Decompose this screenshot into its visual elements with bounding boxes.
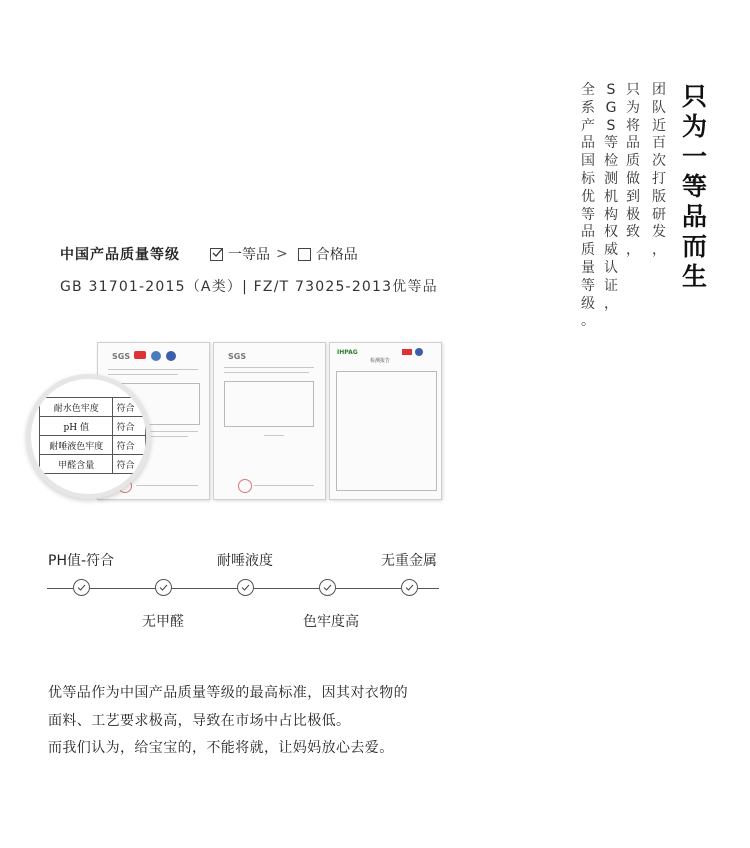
table-cell-item: 耐水色牢度 [40, 398, 113, 417]
vertical-text-char: 版 [652, 188, 666, 205]
cert-table [224, 381, 314, 427]
vertical-text-char: 为 [626, 99, 640, 116]
vertical-text-char: 级 [581, 295, 595, 312]
timeline-label-colorfastness: 色牢度高 [303, 614, 359, 630]
vertical-text-char: 优 [581, 188, 595, 205]
vertical-title-char: 一 [682, 142, 708, 171]
sgs-logo: SGS [228, 352, 247, 361]
table-row [40, 417, 146, 436]
vertical-text-col-3 [604, 82, 618, 313]
vertical-title [682, 82, 707, 292]
timeline-label-heavy-metal: 无重金属 [381, 553, 437, 569]
vertical-text-char: 品 [581, 135, 595, 152]
certificate-image-3 [329, 342, 442, 500]
cert-table [336, 371, 437, 491]
vertical-text-col-4 [581, 82, 595, 331]
vertical-text-char: ， [604, 295, 618, 312]
vertical-text-char: 做 [626, 170, 640, 187]
vertical-text-char: S [606, 82, 616, 98]
vertical-text-char: 百 [652, 135, 666, 152]
grade-row [60, 244, 358, 264]
cert-line [224, 372, 309, 373]
vertical-text-char: 等 [581, 277, 595, 294]
standards-text: GB 31701-2015（A类）| FZ/T 73025-2013优等品 [60, 279, 438, 295]
vertical-text-char: 次 [652, 153, 666, 170]
cert-line [224, 367, 314, 368]
cert-line [108, 369, 198, 370]
table-cell-item: 甲醛含量 [40, 455, 113, 474]
checked-box-icon [210, 248, 223, 261]
certificate-image-2 [213, 342, 326, 500]
ilac-mark-icon [151, 351, 161, 361]
cma-mark-icon [402, 349, 412, 355]
table-row [40, 436, 146, 455]
vertical-text-char: 。 [581, 313, 595, 330]
vertical-text-char: 测 [604, 170, 618, 187]
paragraph-line-2: 面料、工艺要求极高，导致在市场中占比极低。 [48, 713, 351, 729]
check-circle-icon [319, 579, 336, 596]
vertical-title-char: 品 [682, 202, 708, 231]
vertical-text-char: 系 [581, 99, 595, 116]
vertical-text-char: 只 [626, 82, 640, 98]
vertical-text-char: S [606, 117, 616, 134]
vertical-text-char: 量 [581, 259, 595, 276]
paragraph-line-1: 优等品作为中国产品质量等级的最高标准，因其对衣物的 [48, 685, 408, 701]
vertical-text-char: ， [626, 242, 640, 259]
vertical-text-char: 构 [604, 206, 618, 223]
vertical-text-char: 权 [604, 224, 618, 241]
vertical-text-char: 全 [581, 82, 595, 98]
unchecked-box-icon [298, 248, 311, 261]
report-title: 检测报告 [370, 358, 391, 364]
vertical-text-char: 打 [652, 170, 666, 187]
magnified-result-table [39, 397, 146, 474]
grade-label: 中国产品质量等级 [60, 247, 180, 263]
vertical-text-char: 发 [652, 224, 666, 241]
table-cell-item: 耐唾液色牢度 [40, 436, 113, 455]
cert-line [264, 435, 284, 436]
vertical-text-char: 标 [581, 170, 595, 187]
table-cell-result: 符合 [113, 455, 146, 474]
vertical-text-char: 近 [652, 117, 666, 134]
vertical-text-char: 将 [626, 117, 640, 134]
table-cell-result: 符合 [113, 436, 146, 455]
ihpag-logo: IHPAG [337, 349, 358, 356]
grade-option-first-class: 一等品 [228, 247, 270, 263]
vertical-text-col-1 [652, 82, 666, 260]
cma-mark-icon [134, 351, 146, 359]
vertical-text-char: 队 [652, 99, 666, 116]
vertical-text-char: 质 [626, 153, 640, 170]
table-cell-result: 符合 [113, 398, 146, 417]
vertical-text-char: 极 [626, 206, 640, 223]
vertical-text-char: 机 [604, 188, 618, 205]
table-row [40, 455, 146, 474]
table-cell-item: pH 值 [40, 417, 113, 436]
vertical-text-char: 等 [581, 206, 595, 223]
check-circle-icon [401, 579, 418, 596]
vertical-text-char: 质 [581, 242, 595, 259]
timeline-label-ph: PH值-符合 [48, 553, 115, 569]
vertical-title-char: 生 [682, 262, 708, 291]
vertical-text-col-2 [626, 82, 640, 260]
magnifier [26, 374, 151, 499]
vertical-text-char: 品 [581, 224, 595, 241]
vertical-text-char: 团 [652, 82, 666, 98]
timeline-label-saliva: 耐唾液度 [217, 553, 273, 569]
grade-separator: > [276, 246, 288, 262]
check-circle-icon [237, 579, 254, 596]
vertical-text-char: 品 [626, 135, 640, 152]
vertical-title-char: 等 [682, 172, 708, 201]
vertical-text-char: 致 [626, 224, 640, 241]
timeline-label-formaldehyde: 无甲醛 [142, 614, 184, 630]
vertical-text-char: 证 [604, 277, 618, 294]
cnas-mark-icon [166, 351, 176, 361]
cert-line [108, 374, 178, 375]
vertical-title-char: 而 [682, 232, 708, 261]
vertical-title-char: 为 [682, 112, 708, 141]
grade-option-qualified: 合格品 [315, 247, 358, 263]
sgs-logo: SGS [112, 352, 131, 361]
check-circle-icon [155, 579, 172, 596]
vertical-text-char: G [605, 99, 617, 116]
vertical-title-char: 只 [682, 82, 708, 111]
vertical-text-char: 威 [604, 242, 618, 259]
vertical-text-char: 到 [626, 188, 640, 205]
vertical-text-char: 研 [652, 206, 666, 223]
cnas-mark-icon [415, 348, 423, 356]
vertical-text-char: 产 [581, 117, 595, 134]
vertical-text-char: ， [652, 242, 666, 259]
paragraph-line-3: 而我们认为，给宝宝的，不能将就，让妈妈放心去爱。 [48, 740, 394, 756]
cert-line [254, 485, 314, 486]
check-circle-icon [73, 579, 90, 596]
vertical-text-char: 国 [581, 153, 595, 170]
table-cell-result: 符合 [113, 417, 146, 436]
stamp-icon [238, 479, 252, 493]
vertical-text-char: 检 [604, 153, 618, 170]
cert-line [136, 485, 198, 486]
table-row [40, 398, 146, 417]
vertical-text-char: 等 [604, 135, 618, 152]
vertical-text-char: 认 [604, 259, 618, 276]
